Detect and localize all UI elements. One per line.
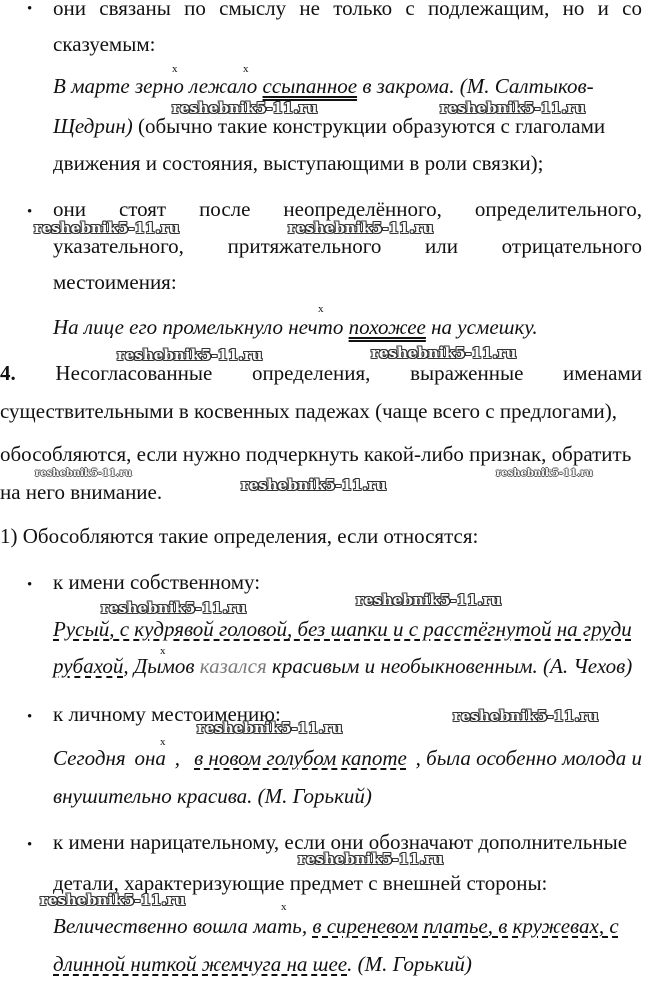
watermark-text: reshebnik5-11.ru: [356, 591, 502, 609]
predicate-mark-2: x: [243, 63, 249, 75]
example-text: казался: [199, 654, 267, 678]
bullet-3-example-line-2: [53, 656, 632, 677]
underlined-attribute: рубахой: [53, 654, 124, 678]
bullet-2-dot: •: [27, 204, 33, 220]
example-text: Сегодня: [53, 746, 126, 770]
watermark-text: reshebnik5-11.ru: [453, 707, 599, 725]
bullet-4-label: к личному местоимению:: [53, 702, 281, 726]
word: стоят: [118, 197, 167, 221]
word: или: [425, 234, 458, 258]
paragraph-4-line-2: существительными в косвенных падежах (чаще всего с предлогами),: [0, 399, 617, 423]
paragraph-4-line-4: на него внимание.: [0, 480, 163, 504]
watermark-text: reshebnik5-11.ru: [117, 346, 263, 364]
example-text: , была особенно молода и: [415, 746, 642, 770]
predicate-mark-4: x: [160, 645, 166, 657]
bullet-4-dot: •: [27, 709, 33, 725]
word: определительного,: [474, 197, 642, 221]
word: выраженные: [410, 361, 524, 385]
bullet-2-line-3: местоимения:: [53, 270, 177, 294]
bullet-2-line-1: [53, 199, 642, 220]
example-text: . (М. Горький): [347, 952, 472, 976]
word: именами: [563, 361, 642, 385]
predicate-mark-1: x: [172, 63, 178, 75]
bullet-1-line-5: движения и состояния, выступающими в роли связки);: [53, 151, 544, 175]
example-text: , Дымов: [123, 654, 200, 678]
word: после: [199, 197, 251, 221]
word: не: [299, 0, 320, 20]
predicate-mark-6: x: [281, 901, 287, 913]
watermark-text: reshebnik5-11.ru: [288, 219, 434, 237]
example-text: на усмешку.: [425, 315, 538, 339]
watermark-text: reshebnik5-11.ru: [371, 344, 517, 362]
bullet-1-example-line-2: [53, 116, 605, 137]
word: но: [562, 0, 585, 20]
underlined-attribute: длинной ниткой жемчуга на шее: [53, 952, 348, 976]
bullet-2-example: [53, 317, 538, 338]
word: с: [405, 0, 415, 20]
watermark-text: reshebnik5-11.ru: [172, 99, 318, 117]
word: по: [184, 0, 206, 20]
underlined-attribute: Русый, с кудрявой головой, без шапки и с расстёгнутой на груди: [53, 617, 632, 641]
bullet-1-line-2: сказуемым:: [53, 32, 156, 56]
example-subject: мать: [253, 914, 302, 938]
underlined-attribute: в новом голубом капоте: [194, 746, 407, 770]
word: определения,: [251, 361, 371, 385]
word: притяжательного: [227, 234, 382, 258]
watermark-text: reshebnik5-11.ru: [35, 468, 132, 479]
watermark-text: reshebnik5-11.ru: [34, 219, 180, 237]
example-text: На лице его промелькнуло нечто: [53, 315, 349, 339]
watermark-text: reshebnik5-11.ru: [241, 476, 387, 494]
bullet-1-example-line-1: [53, 76, 594, 97]
bullet-5-dot: •: [27, 837, 33, 853]
example-source: Щедрин): [53, 114, 133, 138]
word: смыслу: [219, 0, 287, 20]
underlined-attribute: похожее: [348, 315, 426, 339]
bullet-4-example-line-1: [53, 748, 642, 769]
bullet-5-line-2: детали, характеризующие предмет с внешней стороны:: [53, 871, 548, 895]
note-text: (обычно такие конструкции образуются с глаголами: [132, 114, 606, 138]
example-text: красивым и необыкновенным. (А. Чехов): [266, 654, 633, 678]
word: только: [333, 0, 393, 20]
watermark-text: reshebnik5-11.ru: [298, 850, 444, 868]
word: неопределённого,: [283, 197, 442, 221]
word: указательного,: [53, 234, 184, 258]
section-number: 4.: [0, 361, 16, 385]
watermark-text: reshebnik5-11.ru: [440, 99, 586, 117]
word: и: [597, 0, 609, 20]
watermark-text: reshebnik5-11.ru: [197, 719, 343, 737]
word: они: [53, 0, 86, 20]
word: они: [53, 197, 86, 221]
word: со: [622, 0, 642, 20]
bullet-2-line-2: [53, 236, 642, 257]
bullet-4-example-line-2: [53, 786, 372, 807]
word: отрицательного: [501, 234, 642, 258]
word: подлежащим,: [427, 0, 550, 20]
example-text: внушительно красива. (М. Горький): [53, 784, 372, 808]
predicate-mark-5: x: [160, 736, 166, 748]
bullet-1-dot: •: [27, 1, 33, 17]
bullet-5-line-1: к имени нарицательному, если они обозначают дополнительные: [53, 830, 628, 854]
underlined-attribute: в сиреневом платье, в кружевах, с: [312, 914, 619, 938]
example-text: в закрома. (М. Салтыков-: [357, 74, 594, 98]
word: связаны: [99, 0, 171, 20]
word: Несогласованные: [55, 361, 213, 385]
watermark-text: reshebnik5-11.ru: [40, 891, 186, 909]
example-subject: она: [134, 746, 166, 770]
example-text: ,: [301, 914, 313, 938]
underlined-attribute: ссыпанное: [262, 74, 358, 98]
example-text: ,: [174, 746, 186, 770]
bullet-5-example-line-1: [53, 916, 619, 937]
watermark-text: reshebnik5-11.ru: [496, 468, 593, 479]
watermark-text: reshebnik5-11.ru: [101, 599, 247, 617]
paragraph-4-line-1: [0, 363, 642, 384]
bullet-5-example-line-2: [53, 954, 472, 975]
subsection-1-heading: 1) Обособляются такие определения, если относятся:: [0, 524, 479, 548]
example-text: Величественно вошла: [53, 914, 254, 938]
predicate-mark-3: x: [318, 303, 324, 315]
bullet-3-dot: •: [27, 577, 33, 593]
example-text: В марте зерно лежало: [53, 74, 263, 98]
bullet-3-example-line-1: [53, 619, 632, 640]
paragraph-4-line-3: обособляются, если нужно подчеркнуть какой-либо признак, обратить: [0, 442, 632, 466]
bullet-1-line-1: [53, 0, 642, 19]
bullet-3-label: к имени собственному:: [53, 570, 261, 594]
